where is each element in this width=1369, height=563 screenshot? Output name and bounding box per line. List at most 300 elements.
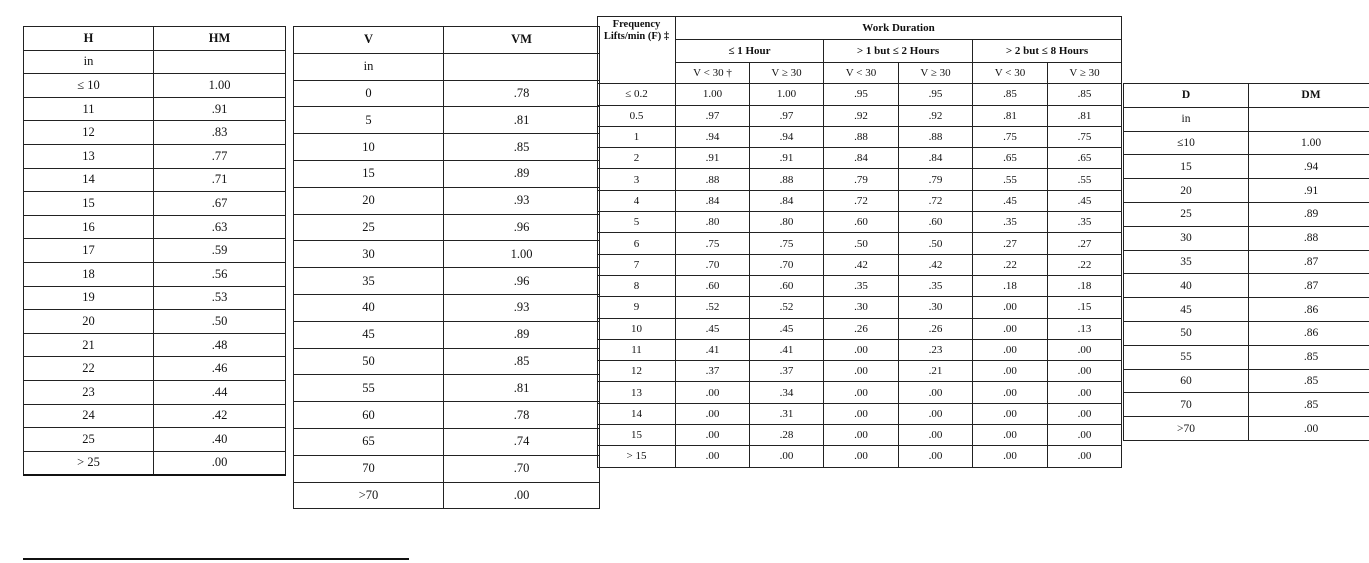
row-label-cell: 45: [1124, 298, 1249, 322]
table-row: [598, 105, 1122, 126]
table-header-row: [24, 27, 286, 51]
table-row: [294, 482, 600, 509]
value-cell: .27: [973, 233, 1048, 254]
table-row: [294, 241, 600, 268]
row-label-cell: 19: [24, 286, 154, 310]
table-row: [598, 382, 1122, 403]
value-cell: .88: [676, 169, 750, 190]
table-row: [24, 239, 286, 263]
table-row: [24, 380, 286, 404]
table-row: [1124, 393, 1369, 417]
work-duration-header: Work Duration: [676, 17, 1122, 40]
row-label-cell: 18: [24, 262, 154, 286]
value-cell: 1.00: [676, 84, 750, 105]
value-cell: .94: [750, 126, 824, 147]
row-label-cell: 15: [598, 425, 676, 446]
table-row: [24, 215, 286, 239]
row-label-cell: 11: [24, 97, 154, 121]
table-row: [24, 310, 286, 334]
row-label-cell: 12: [598, 361, 676, 382]
row-label-cell: 1: [598, 126, 676, 147]
value-cell: .86: [1249, 298, 1369, 322]
table-row: [1124, 369, 1369, 393]
table-row: [294, 321, 600, 348]
value-cell: .00: [824, 403, 899, 424]
value-cell: .81: [444, 107, 600, 134]
value-cell: .80: [750, 212, 824, 233]
value-cell: .72: [824, 190, 899, 211]
value-cell: .93: [444, 187, 600, 214]
value-cell: .00: [1048, 339, 1122, 360]
row-label-cell: 0: [294, 80, 444, 107]
table-row: [24, 333, 286, 357]
table-row: [24, 121, 286, 145]
value-cell: .77: [154, 144, 286, 168]
value-cell: .91: [676, 148, 750, 169]
row-label-cell: 40: [294, 294, 444, 321]
row-label-cell: 23: [24, 380, 154, 404]
row-label-cell: 50: [1124, 321, 1249, 345]
value-cell: .00: [1048, 446, 1122, 467]
table-header-row: [1124, 84, 1369, 108]
value-cell: .92: [899, 105, 973, 126]
row-label-cell: 15: [24, 192, 154, 216]
value-cell: .00: [973, 403, 1048, 424]
value-cell: .00: [973, 339, 1048, 360]
value-cell: .83: [154, 121, 286, 145]
table-row: [294, 160, 600, 187]
value-cell: .42: [154, 404, 286, 428]
table-row: [598, 254, 1122, 275]
value-cell: .85: [1048, 84, 1122, 105]
row-label-cell: 9: [598, 297, 676, 318]
table-row: [1124, 202, 1369, 226]
value-cell: .92: [824, 105, 899, 126]
value-cell: .55: [973, 169, 1048, 190]
value-cell: .00: [1249, 417, 1369, 441]
vertical-subheader: V < 30: [973, 63, 1048, 84]
value-cell: .30: [899, 297, 973, 318]
table-header-row: [294, 27, 600, 54]
value-cell: .95: [824, 84, 899, 105]
row-label-cell: >70: [1124, 417, 1249, 441]
row-label-cell: > 25: [24, 451, 154, 475]
value-cell: .00: [824, 446, 899, 467]
row-label-cell: ≤ 10: [24, 74, 154, 98]
table-row: [598, 212, 1122, 233]
value-cell: .84: [899, 148, 973, 169]
value-cell: .00: [1048, 382, 1122, 403]
table-row: [24, 404, 286, 428]
row-label-cell: 50: [294, 348, 444, 375]
value-cell: .85: [1249, 393, 1369, 417]
value-cell: .00: [676, 403, 750, 424]
value-cell: .85: [444, 348, 600, 375]
value-cell: .87: [1249, 274, 1369, 298]
table-row: [1124, 321, 1369, 345]
value-cell: .00: [824, 339, 899, 360]
value-cell: .00: [899, 403, 973, 424]
table-row: [24, 192, 286, 216]
column-header: V: [294, 27, 444, 54]
vertical-subheader: V ≥ 30: [899, 63, 973, 84]
value-cell: 1.00: [444, 241, 600, 268]
table-row: [24, 286, 286, 310]
value-cell: .22: [1048, 254, 1122, 275]
value-cell: .53: [154, 286, 286, 310]
value-cell: .45: [750, 318, 824, 339]
value-cell: .42: [824, 254, 899, 275]
value-cell: .96: [444, 268, 600, 295]
value-cell: .79: [899, 169, 973, 190]
value-cell: .86: [1249, 321, 1369, 345]
value-cell: .84: [676, 190, 750, 211]
row-label-cell: 2: [598, 148, 676, 169]
value-cell: .35: [973, 212, 1048, 233]
table-row: [24, 428, 286, 452]
value-cell: .91: [750, 148, 824, 169]
table-row: [1124, 345, 1369, 369]
value-cell: .85: [444, 134, 600, 161]
value-cell: .70: [676, 254, 750, 275]
value-cell: .00: [1048, 403, 1122, 424]
value-cell: .60: [750, 275, 824, 296]
table-row: [1124, 179, 1369, 203]
table-row: [598, 446, 1122, 467]
row-label-cell: 7: [598, 254, 676, 275]
column-header: H: [24, 27, 154, 51]
unit-cell: in: [24, 50, 154, 74]
row-label-cell: 70: [1124, 393, 1249, 417]
value-cell: .84: [750, 190, 824, 211]
table-row: [294, 107, 600, 134]
value-cell: .00: [1048, 361, 1122, 382]
row-label-cell: 14: [24, 168, 154, 192]
value-cell: .70: [750, 254, 824, 275]
vertical-subheader: V < 30: [824, 63, 899, 84]
row-label-cell: 25: [294, 214, 444, 241]
value-cell: .23: [899, 339, 973, 360]
value-cell: .18: [1048, 275, 1122, 296]
table-row: [294, 348, 600, 375]
row-label-cell: 5: [294, 107, 444, 134]
value-cell: .55: [1048, 169, 1122, 190]
row-label-cell: 45: [294, 321, 444, 348]
row-label-cell: ≤ 0.2: [598, 84, 676, 105]
table-row: [598, 126, 1122, 147]
value-cell: .21: [899, 361, 973, 382]
row-label-cell: 3: [598, 169, 676, 190]
value-cell: .70: [444, 455, 600, 482]
value-cell: .79: [824, 169, 899, 190]
value-cell: .50: [899, 233, 973, 254]
table-row: [598, 403, 1122, 424]
value-cell: .89: [1249, 202, 1369, 226]
table-row: [294, 214, 600, 241]
unit-cell: [444, 53, 600, 80]
row-label-cell: 8: [598, 275, 676, 296]
table-row: [1124, 155, 1369, 179]
value-cell: .60: [824, 212, 899, 233]
value-cell: .45: [1048, 190, 1122, 211]
duration-header: > 2 but ≤ 8 Hours: [973, 40, 1122, 63]
value-cell: .00: [973, 446, 1048, 467]
row-label-cell: 25: [24, 428, 154, 452]
row-label-cell: 35: [1124, 250, 1249, 274]
row-label-cell: 20: [1124, 179, 1249, 203]
value-cell: .00: [973, 297, 1048, 318]
value-cell: .30: [824, 297, 899, 318]
table-row: [294, 268, 600, 295]
value-cell: 1.00: [1249, 131, 1369, 155]
row-label-cell: 70: [294, 455, 444, 482]
value-cell: .91: [1249, 179, 1369, 203]
value-cell: .28: [750, 425, 824, 446]
value-cell: .00: [899, 446, 973, 467]
unit-cell: in: [294, 53, 444, 80]
value-cell: .00: [444, 482, 600, 509]
row-label-cell: 15: [1124, 155, 1249, 179]
row-label-cell: 10: [294, 134, 444, 161]
vertical-multiplier-table: [293, 26, 600, 509]
row-label-cell: 4: [598, 190, 676, 211]
row-label-cell: 60: [294, 402, 444, 429]
value-cell: .56: [154, 262, 286, 286]
value-cell: .88: [899, 126, 973, 147]
frequency-column-header: Frequency Lifts/min (F) ‡: [598, 17, 676, 84]
value-cell: .95: [899, 84, 973, 105]
value-cell: .41: [676, 339, 750, 360]
value-cell: .50: [154, 310, 286, 334]
value-cell: .52: [676, 297, 750, 318]
frequency-multiplier-table: [597, 16, 1122, 468]
value-cell: .00: [154, 451, 286, 475]
row-label-cell: 22: [24, 357, 154, 381]
value-cell: .00: [973, 318, 1048, 339]
value-cell: .75: [1048, 126, 1122, 147]
value-cell: .96: [444, 214, 600, 241]
column-header: VM: [444, 27, 600, 54]
row-label-cell: 20: [24, 310, 154, 334]
value-cell: .65: [1048, 148, 1122, 169]
unit-cell: [1249, 107, 1369, 131]
table-row: [598, 318, 1122, 339]
table-row: [598, 190, 1122, 211]
row-label-cell: 24: [24, 404, 154, 428]
row-label-cell: 5: [598, 212, 676, 233]
row-label-cell: 55: [1124, 345, 1249, 369]
value-cell: .35: [824, 275, 899, 296]
unit-row: [1124, 107, 1369, 131]
table-row: [24, 97, 286, 121]
value-cell: .94: [1249, 155, 1369, 179]
table-row: [24, 144, 286, 168]
column-header: HM: [154, 27, 286, 51]
value-cell: .34: [750, 382, 824, 403]
table-row: [294, 455, 600, 482]
value-cell: .71: [154, 168, 286, 192]
value-cell: .60: [676, 275, 750, 296]
table-header-row: [598, 17, 1122, 40]
value-cell: .78: [444, 80, 600, 107]
value-cell: .00: [676, 446, 750, 467]
table-row: [294, 80, 600, 107]
value-cell: .93: [444, 294, 600, 321]
value-cell: .00: [824, 361, 899, 382]
page-rule: [23, 558, 409, 560]
value-cell: .00: [899, 382, 973, 403]
table-row: [598, 361, 1122, 382]
value-cell: .75: [676, 233, 750, 254]
value-cell: .35: [1048, 212, 1122, 233]
table-row: [294, 134, 600, 161]
value-cell: .80: [676, 212, 750, 233]
table-row: [1124, 226, 1369, 250]
table-row: [24, 357, 286, 381]
row-label-cell: 55: [294, 375, 444, 402]
row-label-cell: 13: [24, 144, 154, 168]
value-cell: .15: [1048, 297, 1122, 318]
value-cell: .18: [973, 275, 1048, 296]
value-cell: .00: [824, 382, 899, 403]
row-label-cell: > 15: [598, 446, 676, 467]
distance-multiplier-table: [1123, 83, 1369, 441]
value-cell: .37: [750, 361, 824, 382]
value-cell: .65: [973, 148, 1048, 169]
unit-row: [294, 53, 600, 80]
value-cell: .00: [676, 425, 750, 446]
table-row: [1124, 250, 1369, 274]
row-label-cell: 35: [294, 268, 444, 295]
value-cell: .75: [973, 126, 1048, 147]
value-cell: .00: [824, 425, 899, 446]
row-label-cell: 11: [598, 339, 676, 360]
value-cell: .60: [899, 212, 973, 233]
row-label-cell: 16: [24, 215, 154, 239]
row-label-cell: 30: [1124, 226, 1249, 250]
value-cell: .94: [676, 126, 750, 147]
value-cell: 1.00: [154, 74, 286, 98]
table-row: [598, 148, 1122, 169]
table-row: [1124, 298, 1369, 322]
value-cell: .00: [899, 425, 973, 446]
vertical-subheader: V ≥ 30: [1048, 63, 1122, 84]
value-cell: .89: [444, 321, 600, 348]
vertical-subheader: V ≥ 30: [750, 63, 824, 84]
unit-cell: [154, 50, 286, 74]
table-row: [294, 428, 600, 455]
value-cell: .84: [824, 148, 899, 169]
value-cell: .48: [154, 333, 286, 357]
value-cell: .00: [973, 425, 1048, 446]
value-cell: .67: [154, 192, 286, 216]
vertical-subheader: V < 30 †: [676, 63, 750, 84]
row-label-cell: >70: [294, 482, 444, 509]
column-header: DM: [1249, 84, 1369, 108]
value-cell: .41: [750, 339, 824, 360]
value-cell: .00: [676, 382, 750, 403]
value-cell: .31: [750, 403, 824, 424]
value-cell: .88: [750, 169, 824, 190]
duration-header: > 1 but ≤ 2 Hours: [824, 40, 973, 63]
value-cell: .63: [154, 215, 286, 239]
value-cell: .97: [676, 105, 750, 126]
table-row: [598, 84, 1122, 105]
value-cell: .78: [444, 402, 600, 429]
value-cell: .00: [1048, 425, 1122, 446]
row-label-cell: 15: [294, 160, 444, 187]
duration-header: ≤ 1 Hour: [676, 40, 824, 63]
value-cell: .42: [899, 254, 973, 275]
row-label-cell: 65: [294, 428, 444, 455]
value-cell: .00: [973, 382, 1048, 403]
value-cell: .87: [1249, 250, 1369, 274]
row-label-cell: 0.5: [598, 105, 676, 126]
value-cell: .22: [973, 254, 1048, 275]
value-cell: .00: [750, 446, 824, 467]
table-row: [598, 233, 1122, 254]
value-cell: .85: [1249, 345, 1369, 369]
table-row: [294, 402, 600, 429]
value-cell: .26: [824, 318, 899, 339]
value-cell: .81: [444, 375, 600, 402]
value-cell: .85: [1249, 369, 1369, 393]
value-cell: .75: [750, 233, 824, 254]
value-cell: .88: [1249, 226, 1369, 250]
value-cell: .97: [750, 105, 824, 126]
value-cell: .89: [444, 160, 600, 187]
value-cell: .74: [444, 428, 600, 455]
value-cell: .85: [973, 84, 1048, 105]
row-label-cell: 21: [24, 333, 154, 357]
value-cell: .26: [899, 318, 973, 339]
horizontal-multiplier-table: [23, 26, 286, 476]
value-cell: .59: [154, 239, 286, 263]
unit-row: [24, 50, 286, 74]
row-label-cell: 6: [598, 233, 676, 254]
value-cell: .46: [154, 357, 286, 381]
row-label-cell: 13: [598, 382, 676, 403]
value-cell: .81: [973, 105, 1048, 126]
value-cell: .35: [899, 275, 973, 296]
value-cell: .44: [154, 380, 286, 404]
row-label-cell: 20: [294, 187, 444, 214]
table-row: [598, 297, 1122, 318]
row-label-cell: 17: [24, 239, 154, 263]
value-cell: .45: [973, 190, 1048, 211]
row-label-cell: 25: [1124, 202, 1249, 226]
table-row: [294, 375, 600, 402]
table-row: [598, 339, 1122, 360]
table-row: [24, 262, 286, 286]
row-label-cell: 14: [598, 403, 676, 424]
value-cell: .00: [973, 361, 1048, 382]
value-cell: .37: [676, 361, 750, 382]
table-row: [1124, 274, 1369, 298]
value-cell: .27: [1048, 233, 1122, 254]
value-cell: .72: [899, 190, 973, 211]
row-label-cell: 30: [294, 241, 444, 268]
table-row: [294, 187, 600, 214]
value-cell: .52: [750, 297, 824, 318]
unit-cell: in: [1124, 107, 1249, 131]
vertical-subheader-row: [598, 63, 1122, 84]
table-row: [598, 425, 1122, 446]
value-cell: 1.00: [750, 84, 824, 105]
table-row: [294, 294, 600, 321]
table-row: [598, 275, 1122, 296]
row-label-cell: 60: [1124, 369, 1249, 393]
